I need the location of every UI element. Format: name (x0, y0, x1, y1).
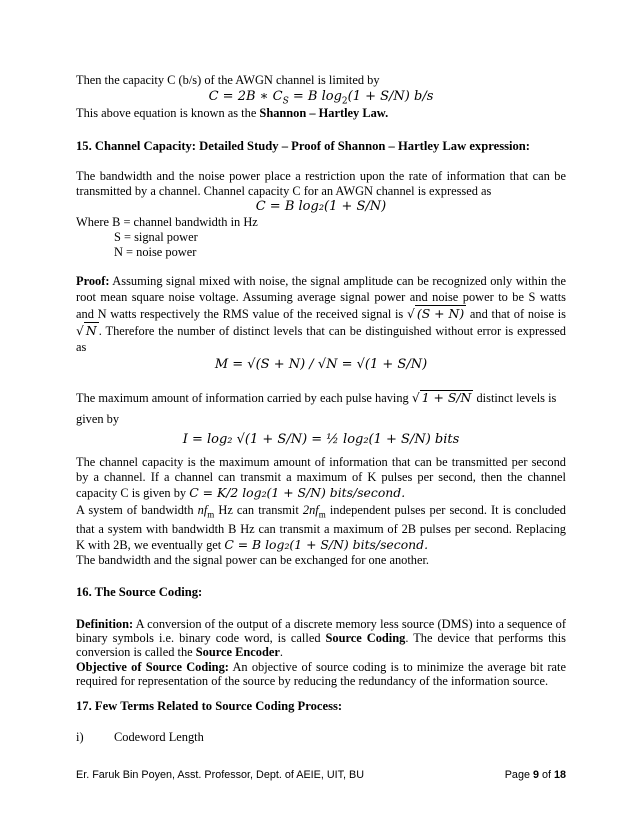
sys-m-1: m (207, 509, 215, 520)
eq1-lhs: C = 2B ∗ C (208, 89, 283, 104)
equation-capacity-2b (76, 89, 566, 107)
sys-text-b: Hz can transmit (214, 503, 303, 517)
max-info-text-b: distinct levels is (473, 391, 557, 405)
paragraph-channel-capacity (76, 455, 566, 501)
proof-text-c: . Therefore the number of distinct levels that can be distinguished without error is expressed as (76, 324, 566, 354)
paragraph-objective (76, 660, 566, 688)
paragraph-intro: Then the capacity C (b/s) of the AWGN channel is limited by (76, 73, 380, 87)
proof-sqrt-noise: N (85, 323, 97, 338)
heading-section-17: 17. Few Terms Related to Source Coding Process: (76, 699, 343, 713)
shannon-law-text: This above equation is known as the (76, 106, 260, 120)
eq1-sub2: 2 (341, 96, 348, 107)
list-item-number: i) (76, 730, 84, 744)
paragraph-proof (76, 273, 566, 355)
sqrt-sign-2: √ (76, 323, 84, 338)
eq1-sub: S (282, 96, 289, 107)
footer-page-number (505, 769, 566, 781)
shannon-law-bold: Shannon – Hartley Law. (259, 106, 389, 120)
definition-text-e: . (279, 645, 283, 660)
cap-equation: C = K/2 log₂(1 + S/N) bits/second. (189, 485, 406, 500)
definition-text-a: A conversion of the output of a discrete memory less source (DMS) into a sequence of binary symbols i.e. binary code word, is called (76, 617, 566, 646)
definition-text-c: . The device that performs this conversion is called the (76, 631, 566, 660)
where-bandwidth: Where B = channel bandwidth in Hz (76, 215, 258, 229)
max-info-text-a: The maximum amount of information carried by each pulse having (76, 391, 412, 405)
eq1-tail: (1 + S/N) b/s (347, 89, 434, 104)
definition-source-encoder: Source Encoder (195, 645, 280, 660)
paragraph-given-by: given by (76, 412, 120, 426)
equation-information: I = log₂ √(1 + S/N) = ½ log₂(1 + S/N) bits (182, 432, 460, 447)
equation-levels: M = √(S + N) / √N = √(1 + S/N) (214, 357, 428, 372)
max-info-sqrt: 1 + S/N (421, 390, 472, 405)
page-total: 18 (553, 769, 566, 781)
sys-equation: C = B log₂(1 + S/N) bits/second. (224, 537, 429, 553)
definition-source-coding: Source Coding (325, 631, 406, 646)
paragraph-shannon-law (76, 106, 566, 121)
paragraph-tradeoff: The bandwidth and the signal power can be exchanged for one another. (76, 553, 430, 567)
sqrt-sign-3: √ (411, 390, 420, 405)
definition-label: Definition: (76, 617, 134, 631)
equation-capacity: C = B log₂(1 + S/N) (255, 199, 387, 214)
sys-nfm-2: 2nf (302, 503, 319, 517)
list-item-codeword (76, 730, 566, 745)
cap-text: The channel capacity is the maximum amount of information that can be transmitted per second by a channel. If a channel can transmit a maximum of K pulses per second, then the channel capacity C is given by (76, 455, 566, 500)
sqrt-sign-1: √ (406, 306, 415, 321)
paragraph-system-bandwidth (76, 503, 566, 553)
objective-label: Objective of Source Coding: (76, 660, 229, 674)
sys-text-c: independent pulses per second. It is concluded that a system with bandwidth B Hz can transmit a maximum of 2B pulses per second. Replacing K with 2B, we eventually get (76, 503, 566, 553)
sys-m-2: m (318, 509, 326, 520)
sys-text-a: A system of bandwidth (76, 503, 198, 517)
proof-sqrt-signal: (S + N) (416, 306, 465, 321)
heading-section-16: 16. The Source Coding: (76, 585, 203, 599)
page-of: of (538, 769, 554, 781)
proof-label: Proof: (76, 274, 110, 288)
paragraph-bandwidth: The bandwidth and the noise power place a restriction upon the rate of information that can be transmitted by a channel. Channel capacity C for an AWGN channel is expressed as (76, 169, 566, 198)
paragraph-max-info (76, 390, 566, 406)
where-signal-power: S = signal power (114, 230, 198, 244)
page-prefix: Page (504, 769, 533, 781)
footer-author: Er. Faruk Bin Poyen, Asst. Professor, Dept. of AEIE, UIT, BU (76, 769, 365, 781)
page-footer (76, 769, 566, 781)
where-noise-power: N = noise power (114, 245, 197, 259)
proof-text-b: and that of noise is (466, 307, 566, 321)
page-current: 9 (532, 769, 539, 781)
sys-nfm-1: nf (197, 503, 208, 517)
heading-section-15: 15. Channel Capacity: Detailed Study – Proof of Shannon – Hartley Law expression: (76, 139, 530, 153)
eq1-mid: = B log (288, 89, 342, 104)
proof-text-a: Assuming signal mixed with noise, the signal amplitude can be recognized only within the root mean square noise voltage. Assuming average signal power and noise power to be S watts and N watts respectively the RMS value of the received signal is (76, 274, 566, 321)
list-item-text: Codeword Length (114, 730, 204, 744)
paragraph-definition (76, 617, 566, 660)
objective-text: An objective of source coding is to minimize the average bit rate required for representation of the source by reducing the redundancy of the information source. (76, 660, 566, 689)
